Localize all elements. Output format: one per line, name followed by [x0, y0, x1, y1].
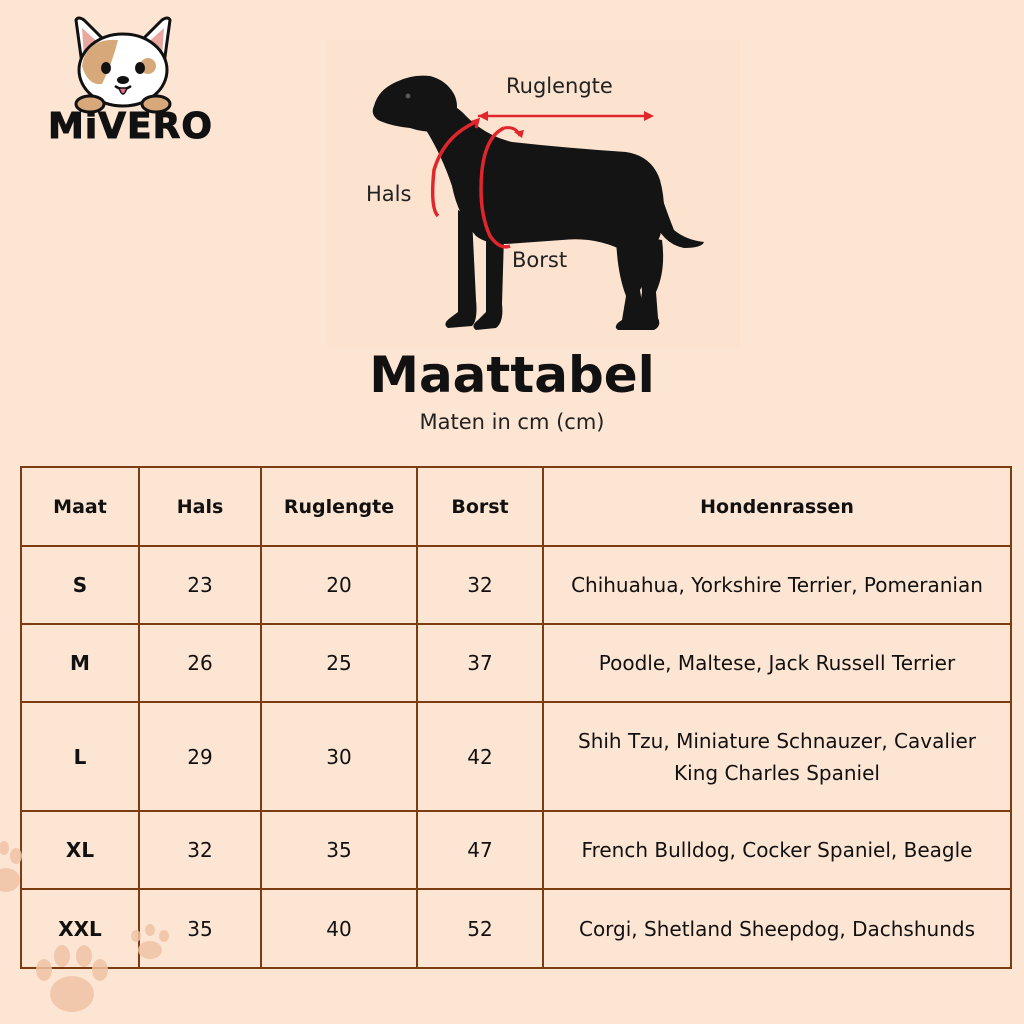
cell-neck: 35	[139, 889, 261, 968]
cell-chest: 37	[417, 624, 543, 702]
page-title: Maattabel	[369, 346, 655, 404]
cell-chest: 42	[417, 702, 543, 811]
cell-neck: 23	[139, 546, 261, 624]
dog-mascot-icon	[68, 14, 178, 114]
cell-breeds: French Bulldog, Cocker Spaniel, Beagle	[543, 811, 1011, 889]
cell-size: XXL	[21, 889, 139, 968]
brand-name: MiVERO	[48, 106, 213, 147]
cell-chest: 52	[417, 889, 543, 968]
cell-back-length: 40	[261, 889, 417, 968]
table-row	[21, 702, 1011, 811]
cell-breeds: Corgi, Shetland Sheepdog, Dachshunds	[543, 889, 1011, 968]
column-header-back-length: Ruglengte	[261, 467, 417, 546]
column-header-breeds: Hondenrassen	[543, 467, 1011, 546]
cell-chest: 32	[417, 546, 543, 624]
column-header-neck: Hals	[139, 467, 261, 546]
diagram-label-neck: Hals	[366, 182, 412, 206]
column-header-chest: Borst	[417, 467, 543, 546]
column-header-size: Maat	[21, 467, 139, 546]
cell-back-length: 30	[261, 702, 417, 811]
cell-size: XL	[21, 811, 139, 889]
table-row	[21, 624, 1011, 702]
cell-back-length: 25	[261, 624, 417, 702]
cell-back-length: 20	[261, 546, 417, 624]
page-subtitle: Maten in cm (cm)	[419, 410, 605, 434]
cell-chest: 47	[417, 811, 543, 889]
cell-breeds: Poodle, Maltese, Jack Russell Terrier	[543, 624, 1011, 702]
cell-size: L	[21, 702, 139, 811]
cell-neck: 29	[139, 702, 261, 811]
cell-neck: 26	[139, 624, 261, 702]
cell-neck: 32	[139, 811, 261, 889]
dog-measurement-diagram	[326, 40, 740, 350]
table-row	[21, 546, 1011, 624]
cell-size: M	[21, 624, 139, 702]
cell-breeds: Shih Tzu, Miniature Schnauzer, Cavalier King Charles Spaniel	[543, 702, 1011, 811]
diagram-label-chest: Borst	[512, 248, 568, 272]
table-header-row	[21, 467, 1011, 546]
paw-prints-icon	[0, 840, 200, 1024]
brand-logo	[46, 14, 213, 147]
cell-size: S	[21, 546, 139, 624]
diagram-label-back-length: Ruglengte	[506, 74, 613, 98]
cell-back-length: 35	[261, 811, 417, 889]
cell-breeds: Chihuahua, Yorkshire Terrier, Pomeranian	[543, 546, 1011, 624]
